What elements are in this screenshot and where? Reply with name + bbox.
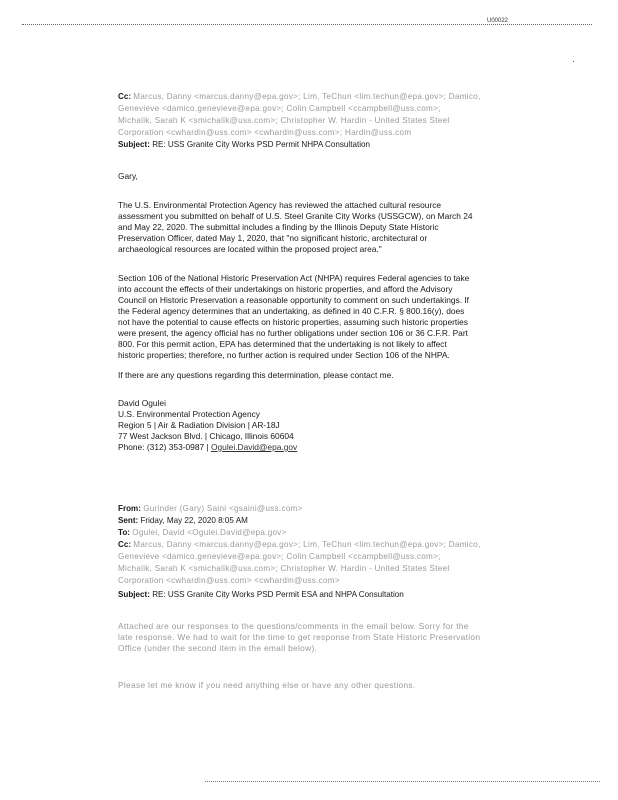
email2-cc-line2: Genevieve <damico.genevieve@epa.gov>; Colin Campbell <ccampbell@uss.com>; — [118, 552, 441, 561]
email1-subject-line: Subject: RE: USS Granite City Works PSD Permit NHPA Consultation — [118, 140, 371, 149]
email1-para1-line: The U.S. Environmental Protection Agency has reviewed the attached cultural resource — [118, 200, 442, 210]
email1-para2-line: historic properties; therefore, no further action is required under Section 106 of the NHPA. — [118, 350, 450, 360]
email1-para1-line: archaeological resources are located within the proposed project area." — [118, 244, 382, 254]
email1-para1-line: and May 22, 2020. The submittal includes a finding by the Illinois Deputy State Historic — [118, 222, 439, 232]
email2-from: From: Gurinder (Gary) Saini <gsaini@uss.com> — [118, 504, 303, 513]
email1-cc-line3: Michalik, Sarah K <smichalik@uss.com>; Christopher W. Hardin - United States Steel — [118, 116, 450, 125]
email2-to: To: Ogulei, David <Ogulei.David@epa.gov> — [118, 528, 287, 537]
email2-sent: Sent: Friday, May 22, 2020 8:05 AM — [118, 516, 248, 525]
top-dotted-rule — [22, 24, 592, 25]
signature-line: Region 5 | Air & Radiation Division | AR-18J — [118, 420, 280, 430]
signature-line: 77 West Jackson Blvd. | Chicago, Illinois 60604 — [118, 431, 294, 441]
email2-body-line: late response. We had to wait for the time to get response from State Historic Preservation — [118, 632, 481, 642]
scan-mark: · — [572, 56, 575, 66]
page-number: U00022 — [487, 18, 509, 24]
email1-para2-line: Section 106 of the National Historic Preservation Act (NHPA) requires Federal agencies to take — [118, 273, 470, 283]
signature-phone: Phone: (312) 353-0987 | Ogulei.David@epa.gov — [118, 442, 298, 452]
email2-body-line: Please let me know if you need anything else or have any other questions. — [118, 680, 416, 690]
email-link[interactable]: Ogulei.David@epa.gov — [210, 442, 298, 452]
email2-cc-line3: Michalik, Sarah K <smichalik@uss.com>; Christopher W. Hardin - United States Steel — [118, 564, 450, 573]
email1-para2-line: 800. For this permit action, EPA has determined that the undertaking is not likely to affect — [118, 339, 447, 349]
email1-para2-line: into account the effects of their undertakings on historic properties, and afford the Advisory — [118, 284, 453, 294]
signature-line: U.S. Environmental Protection Agency — [118, 409, 260, 419]
bottom-dotted-rule — [205, 781, 600, 782]
signature-line: David Ogulei — [118, 398, 166, 408]
email1-para3: If there are any questions regarding this determination, please contact me. — [118, 370, 394, 380]
email1-para2-line: not have the potential to cause effects on historic properties, assuming such historic properties — [118, 317, 468, 327]
email1-para2-line: Council on Historic Preservation a reasonable opportunity to comment on such undertakings. If — [118, 295, 470, 305]
email1-cc-line4: Corporation <cwhardin@uss.com> <cwhardin@uss.com>; Hardin@uss.com — [118, 128, 412, 137]
email2-cc-line4: Corporation <cwhardin@uss.com> <cwhardin@uss.com> — [118, 576, 340, 585]
email1-greeting: Gary, — [118, 171, 138, 181]
email1-para1-line: Preservation Officer, dated May 1, 2020, that "no significant historic, architectural or — [118, 233, 428, 243]
email1-para2-line: were present, the agency official has no further obligations under section 106 or 36 C.F.R. Part — [118, 328, 468, 338]
email2-subject-line: Subject: RE: USS Granite City Works PSD Permit ESA and NHPA Consultation — [118, 590, 404, 599]
email1-cc-line2: Genevieve <damico.genevieve@epa.gov>; Colin Campbell <ccampbell@uss.com>; — [118, 104, 441, 113]
email1-cc-line1: Cc: Marcus, Danny <marcus.danny@epa.gov>; Lim, TeChun <lim.techun@epa.gov>; Damico, — [118, 92, 481, 101]
email2-cc-line1: Cc: Marcus, Danny <marcus.danny@epa.gov>; Lim, TeChun <lim.techun@epa.gov>; Damico, — [118, 540, 481, 549]
email1-para1-line: assessment you submitted on behalf of U.S. Steel Granite City Works (USSGCW), on March 24 — [118, 211, 473, 221]
email2-body-line: Attached are our responses to the questions/comments in the email below. Sorry for the — [118, 621, 469, 631]
email1-para2-line: the Federal agency determines that an undertaking, as defined in 40 C.F.R. § 800.16(y), does — [118, 306, 465, 316]
email2-body-line: Office (under the second item in the email below). — [118, 643, 318, 653]
